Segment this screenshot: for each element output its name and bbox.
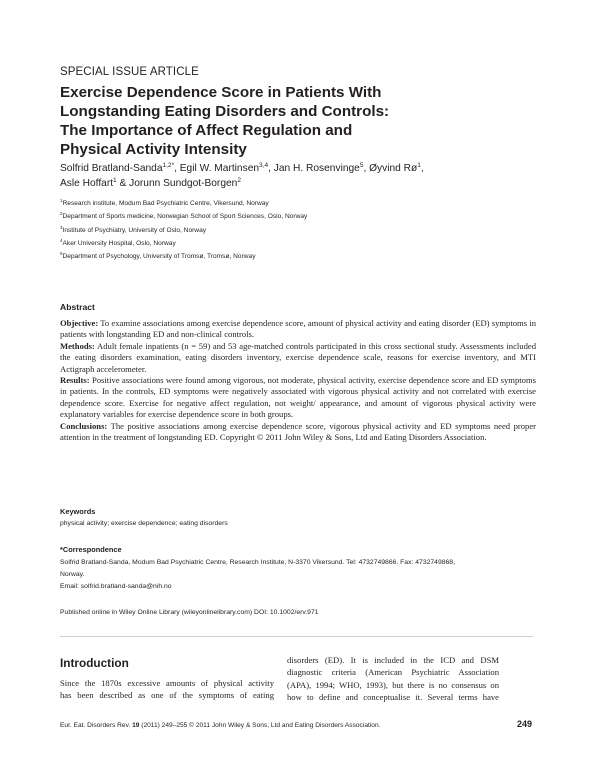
body-text-line: Since the 1870s excessive amounts of physical activity	[60, 678, 274, 688]
title-line: The Importance of Affect Regulation and	[60, 122, 353, 139]
title-line: Longstanding Eating Disorders and Controls:	[60, 103, 390, 120]
author-name: Jorunn Sundgot-Borgen	[129, 178, 238, 189]
footer-citation: Eur. Eat. Disorders Rev. 19 (2011) 249–255 © 2011 John Wiley & Sons, Ltd and Eating Disorders Association.	[60, 722, 381, 729]
correspondence-line: Solfrid Bratland-Sanda, Modum Bad Psychiatric Centre, Research Institute, N-3370 Vikersund. Tel: 4732749866. Fax: 4732749868,	[60, 559, 455, 566]
author-list	[60, 161, 520, 191]
correspondence-line: Norway.	[60, 571, 85, 578]
body-text-line: (APA), 1994; WHO, 1993), but there is no consensus on	[287, 679, 499, 690]
author-affiliation-marker: 1,2*	[162, 162, 175, 169]
affiliation-item: $^1$Research institute, Modum Bad Psychiatric Centre, Vikersund, Norway	[60, 198, 269, 207]
abstract-methods: Methods: Adult female inpatients (n = 59) and 53 age-matched controls participated in this cross sectional study. Assessments included the eating disorders examination, eating disorders inventory, exercise dependence scale, reasons for exercise inventory, and MTI Actigraph accelerometer.	[60, 340, 536, 374]
keywords-heading: Keywords	[60, 507, 96, 516]
affiliation-list	[60, 197, 307, 263]
page-number: 249	[517, 719, 533, 729]
abstract-objective: Objective: To examine associations among exercise dependence score, amount of physical activity and eating disorder (ED) symptoms in patients with longstanding ED and non-clinical controls.	[60, 318, 536, 340]
body-text-line: disorders (ED). It is included in the ICD and DSM	[287, 655, 499, 665]
article-type-label: SPECIAL ISSUE ARTICLE	[60, 66, 199, 78]
author-affiliation-marker: 5	[359, 162, 364, 169]
affiliation-item: $^4$Aker University Hospital, Oslo, Norway	[60, 237, 176, 247]
introduction-heading: Introduction	[60, 656, 129, 670]
author-separator: &	[116, 178, 130, 189]
author-separator: ,	[174, 163, 180, 174]
correspondence-email[interactable]: Email: solfrid.bratland-sanda@nih.no	[60, 583, 172, 590]
author-line	[60, 161, 520, 176]
author-affiliation-marker: 1	[113, 177, 117, 184]
author-separator: ,	[268, 163, 274, 174]
body-text-line: has been described as one of the symptoms of eating	[60, 690, 274, 701]
correspondence-heading: *Correspondence	[60, 545, 122, 554]
abstract-conclusions: Conclusions: The positive associations among exercise dependence score, vigorous physical activity and ED symptoms need proper attention in the treatment of longstanding ED. Copyright © 2011 John Wiley & Sons, Ltd and Eating Disorders Association.	[60, 420, 536, 443]
author-line	[60, 176, 520, 191]
author-name: Øyvind Rø	[369, 163, 418, 174]
author-separator: ,	[420, 163, 424, 174]
body-text-line: diagnostic criteria (American Psychiatric Association	[287, 667, 499, 678]
author-affiliation-marker: 2	[237, 177, 241, 184]
introduction-left-column	[60, 677, 274, 702]
author-name: Asle Hoffart	[60, 178, 114, 189]
article-title	[60, 83, 480, 159]
abstract-body	[60, 318, 536, 443]
affiliation-item: $^3$Institute of Psychiatry, University of Oslo, Norway	[60, 224, 207, 234]
author-affiliation-marker: 1	[417, 162, 421, 169]
author-name: Egil W. Martinsen	[179, 163, 260, 174]
abstract-results: Results: Positive associations were found among vigorous, not moderate, physical activity, exercise dependence score and ED symptoms in patients. In the controls, ED symptoms were negatively associated with vigorous physical activity and not correlated with exercise dependence score. Exercise for negative affect regulation, not weight/ appearance, and amount of vigorous physical activity were explanatory variables for exercise dependence score in both groups.	[60, 375, 536, 420]
correspondence-text	[60, 557, 530, 593]
author-affiliation-marker: 3,4	[259, 162, 269, 169]
affiliation-item: $^5$Department of Psychology, University of Tromsø, Tromsø, Norway	[60, 251, 256, 261]
keywords-text: physical activity; exercise dependence; eating disorders	[60, 520, 228, 527]
section-divider	[60, 636, 533, 637]
affiliation-item: $^2$Department of Sports medicine, Norwegian School of Sport Sciences, Oslo, Norway	[60, 211, 308, 221]
abstract-heading: Abstract	[60, 302, 95, 312]
author-name: Jan H. Rosenvinge	[273, 163, 360, 174]
author-name: Solfrid Bratland-Sanda	[60, 163, 163, 174]
body-text-line: how to define and conceptualise it. Several terms have	[287, 691, 499, 702]
published-online-note: Published online in Wiley Online Library (wileyonlinelibrary.com) DOI: 10.1002/erv.971	[60, 609, 319, 616]
author-separator: ,	[363, 163, 370, 174]
title-line: Physical Activity Intensity	[60, 141, 247, 158]
title-line: Exercise Dependence Score in Patients With	[60, 84, 382, 101]
introduction-right-column	[287, 654, 499, 703]
